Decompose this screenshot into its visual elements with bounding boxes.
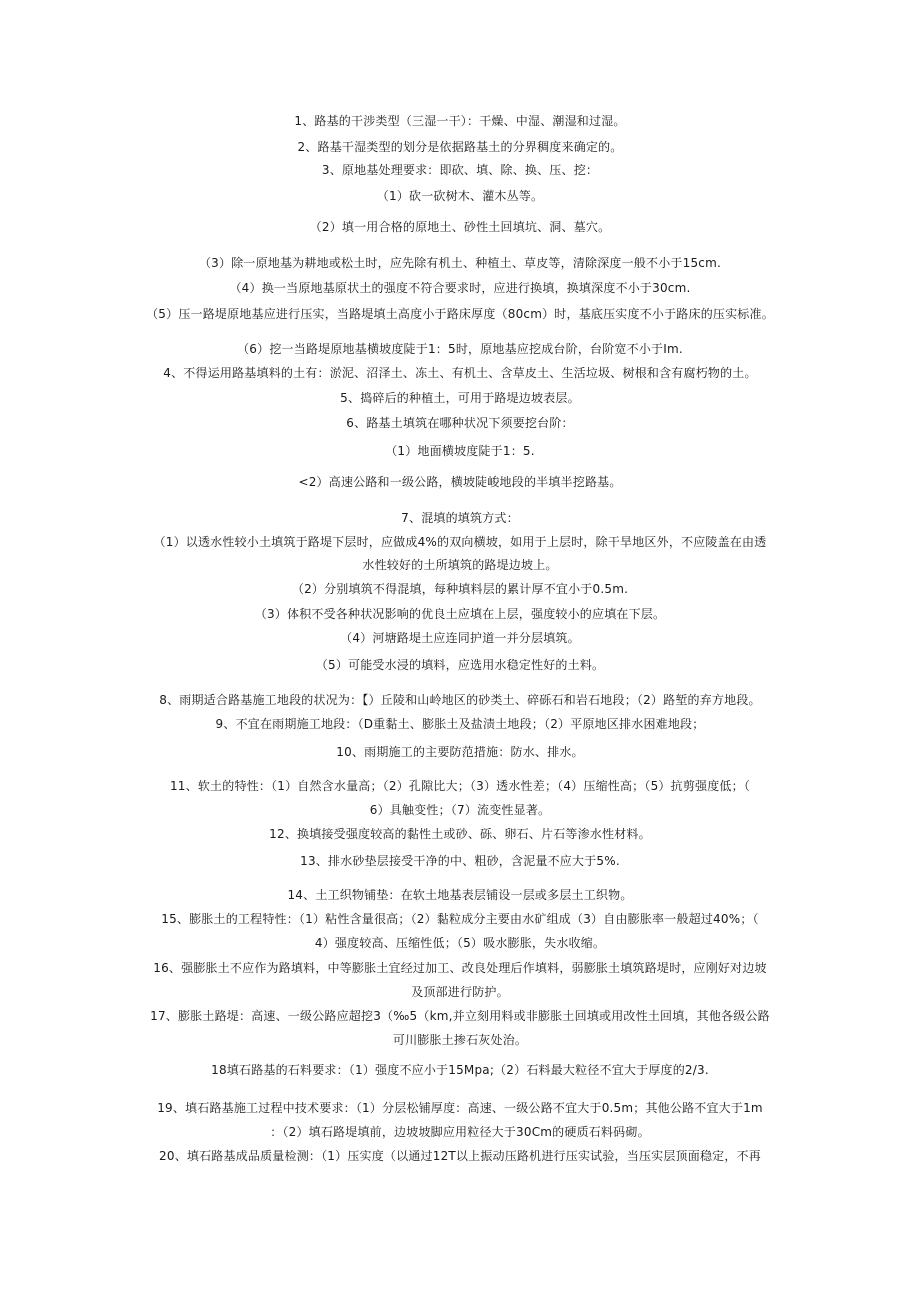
text-line-6: （3）除一原地基为耕地或松土时，应先除有机土、种植土、草皮等，清除深度一般不小于15cm. [198,256,721,270]
text-line-10: 4、不得运用路基填料的土有：淤泥、沼泽土、冻土、有机土、含草皮土、生活垃圾、树根和含有腐朽物的土。 [163,366,757,380]
text-line-35: 可川膨胀土掺石灰处治。 [392,1033,528,1047]
text-line-14: <2）高速公路和一级公路，横坡陡峻地段的半填半挖路基。 [298,475,622,489]
text-line-27: 12、换填接受强度较高的黏性土或砂、砾、卵石、片石等渗水性材料。 [269,827,651,841]
text-line-4: （1）砍一砍树木、灌木丛等。 [376,189,544,203]
text-line-28: 13、排水砂垫层接受干净的中、粗砂，含泥量不应大于5%. [300,854,620,868]
text-line-13: （1）地面横坡度陡于1：5. [385,444,535,458]
text-line-31: 4）强度较高、压缩性低；（5）吸水膨胀，失水收缩。 [314,936,606,950]
text-line-7: （4）换一当原地基原状土的强度不符合要求时，应进行换填，换填深度不小于30cm. [229,281,691,295]
text-line-33: 及顶部进行防护。 [411,985,509,999]
text-line-9: （6）挖一当路堤原地基横坡度陡于1：5时，原地基应挖成台阶，台阶宽不小于Im. [237,342,683,356]
text-line-12: 6、路基土填筑在哪种状况下须要挖台阶： [346,416,574,430]
text-line-19: （3）体积不受各种状况影响的优良土应填在上层，强度较小的应填在下层。 [254,607,666,621]
text-line-3: 3、原地基处理要求：即砍、填、除、换、压、挖： [321,163,599,177]
text-line-30: 15、膨胀土的工程特性：（1）粘性含量很高；（2）黏粒成分主要由水矿组成（3）自由膨胀率一般超过40%；（ [161,912,759,926]
text-line-26: 6）具触变性；（7）流变性显著。 [369,803,551,817]
text-line-24: 10、雨期施工的主要防范措施：防水、排水。 [336,745,584,759]
text-line-8: （5）压一路堤原地基应进行压实，当路堤填土高度小于路床厚度（80cm）时，基底压实度不小于路床的压实标准。 [146,307,774,321]
text-line-25: 11、软土的特性：（1）自然含水量高；（2）孔隙比大；（3）透水性差；（4）压缩性高；（5）抗剪强度低；（ [169,779,751,793]
text-line-1: 1、路基的干涉类型（三湿一干）：干燥、中湿、潮湿和过湿。 [294,114,626,128]
text-line-21: （5）可能受水浸的填料，应选用水稳定性好的土料。 [315,658,605,672]
text-line-20: （4）河塘路堤土应连同护道一并分层填筑。 [340,631,580,645]
text-line-5: （2）填一用合格的原地土、砂性土回填坑、洞、墓穴。 [309,220,611,234]
text-line-34: 17、膨胀土路堤：高速、一级公路应超挖3（‰5（km,并立刻用料或非膨胀土回填或用改性土回填，其他各级公路 [150,1009,770,1023]
text-line-11: 5、捣碎后的种植土，可用于路堤边坡表层。 [340,391,580,405]
text-line-22: 8、雨期适合路基施工地段的状况为：【）丘陵和山岭地区的砂类土、碎砾石和岩石地段；（2）路堑的弃方地段。 [159,693,761,707]
text-line-39: 20、填石路基成品质量检测：（1）压实度（以通过12T以上振动压路机进行压实试验，当压实层顶面稳定，不再 [159,1149,761,1163]
text-line-38: ：（2）填石路堤填前，边坡坡脚应用粒径大于30Cm的硬质石料码砌。 [270,1125,650,1139]
text-line-18: （2）分别填筑不得混填，每种填料层的累计厚不宜小于0.5m. [291,582,629,596]
text-line-16: （1）以透水性较小土填筑于路堤下层时，应做成4%的双向横坡，如用于上层时，除干旱地区外，不应陵盖在由透 [153,535,767,549]
text-line-2: 2、路基干湿类型的划分是依据路基土的分界稠度来确定的。 [297,140,623,154]
text-line-36: 18填石路基的石料要求：（1）强度不应小于15Mpa;（2）石料最大粒径不宜大于厚度的2/3. [211,1063,709,1077]
text-line-37: 19、填石路基施工过程中技术要求：（1）分层松铺厚度：高速、一级公路不宜大于0.5m；其他公路不宜大于1m [157,1101,763,1115]
text-line-32: 16、强膨胀土不应作为路填料，中等膨胀土宜经过加工、改良处理后作填料，弱膨胀土填筑路堤时，应刚好对边坡 [153,961,767,975]
text-line-29: 14、土工织物铺垫：在软土地基表层铺设一层或多层土工织物。 [287,888,633,902]
text-line-15: 7、混填的填筑方式： [401,511,519,525]
text-line-17: 水性较好的土所填筑的路堤边坡上。 [362,558,558,572]
text-line-23: 9、不宜在雨期施工地段：（D重黏土、膨胀土及盐渍土地段；（2）平原地区排水困难地段； [215,717,705,731]
